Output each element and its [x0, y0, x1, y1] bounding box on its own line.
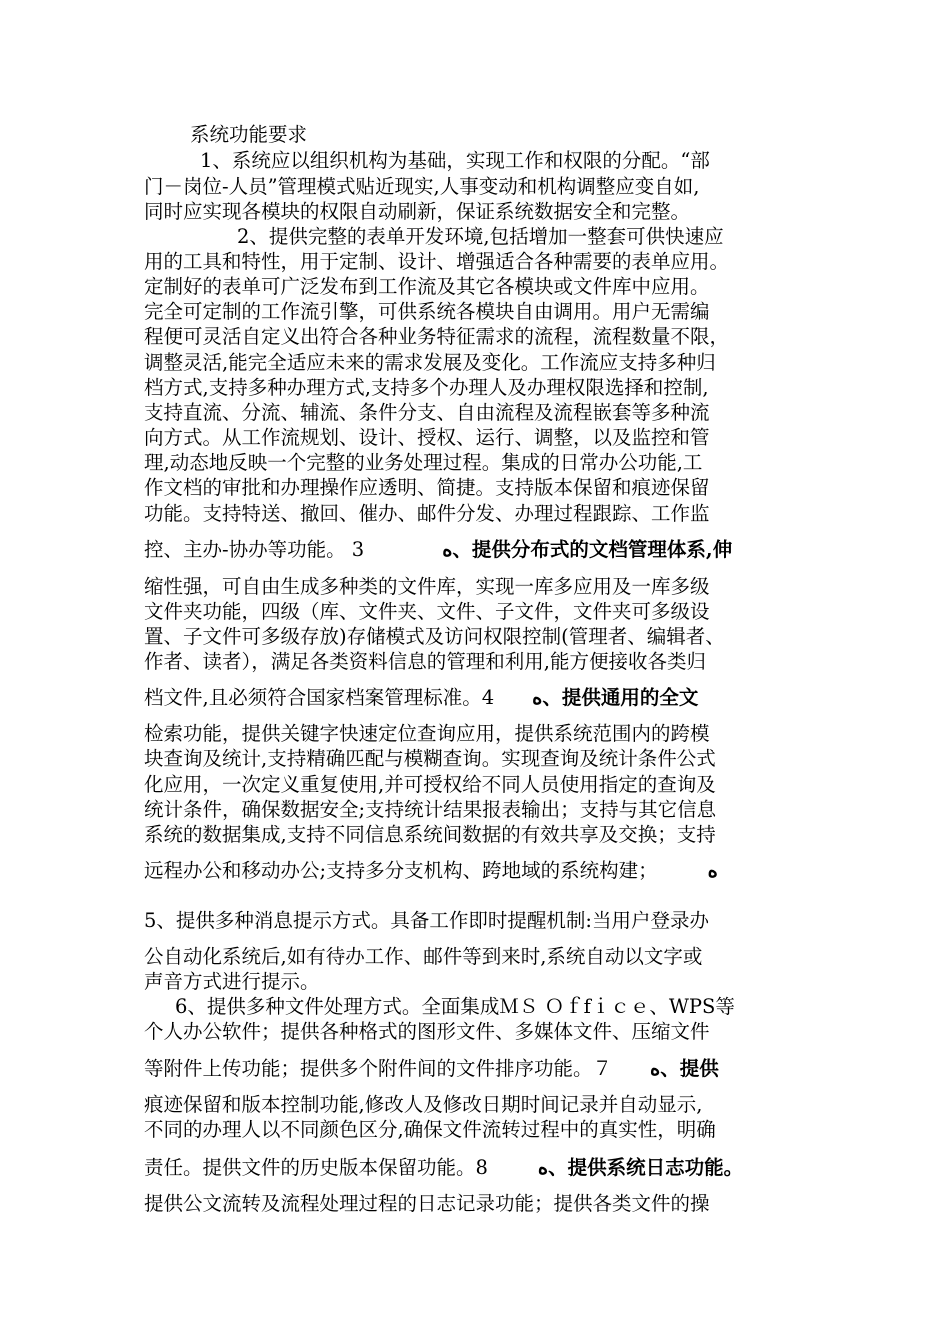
paragraph-line: 向方式。从工作流规划、设计、授权、运行、调整，以及监控和管 — [144, 426, 710, 449]
paragraph-line: 检索功能，提供关键字快速定位查询应用，提供系统范围内的跨模 — [144, 722, 710, 745]
paragraph-line: 系统的数据集成,支持不同信息系统间数据的有效共享及交换；支持 — [144, 823, 716, 846]
tab-glyph-text: ﻩ、提供通用的全文 — [532, 686, 699, 709]
paragraph-line: 痕迹保留和版本控制功能,修改人及修改日期时间记录并自动显示, — [144, 1093, 703, 1116]
paragraph-line: 文件夹功能，四级（库、文件夹、文件、子文件，文件夹可多级设 — [144, 600, 710, 623]
paragraph-line: 用的工具和特性，用于定制、设计、增强适合各种需要的表单应用。 — [144, 250, 730, 273]
line-text: 责任。提供文件的历史版本保留功能。8 — [144, 1156, 488, 1179]
line-text: 远程办公和移动办公;支持多分支机构、跨地域的系统构建； — [144, 859, 658, 882]
paragraph-line: 调整灵活,能完全适应未来的需求发展及变化。工作流应支持多种归 — [144, 351, 716, 374]
paragraph-line: 支持直流、分流、辅流、条件分支、自由流程及流程嵌套等多种流 — [144, 401, 710, 424]
line-text: 档文件,且必须符合国家档案管理标准。4 — [144, 686, 495, 709]
paragraph-line: 提供公文流转及流程处理过程的日志记录功能；提供各类文件的操 — [144, 1192, 710, 1215]
paragraph-line: 置、子文件可多级存放)存储模式及访问权限控制(管理者、编辑者、 — [144, 625, 725, 648]
paragraph-line: 作者、读者），满足各类资料信息的管理和利用,能方便接收各类归 — [144, 650, 706, 673]
paragraph-line: 5、提供多种消息提示方式。具备工作即时提醒机制:当用户登录办 — [144, 909, 709, 932]
paragraph-line: 功能。支持特送、撤回、催办、邮件分发、办理过程跟踪、工作监 — [144, 502, 710, 525]
paragraph-line: 缩性强，可自由生成多种类的文件库，实现一库多应用及一库多级 — [144, 575, 710, 598]
paragraph-line: 不同的办理人以不同颜色区分,确保文件流转过程中的真实性，明确 — [144, 1118, 716, 1141]
paragraph-line: 2、提供完整的表单开发环境,包括增加一整套可供快速应 — [237, 225, 724, 248]
paragraph-line — [144, 1155, 743, 1181]
paragraph-line — [144, 1056, 719, 1082]
paragraph-line: 档方式,支持多种办理方式,支持多个办理人及办理权限选择和控制, — [144, 376, 709, 399]
paragraph-line: 公自动化系统后,如有待办工作、邮件等到来时,系统自动以文字或 — [144, 945, 703, 968]
paragraph-line: 6、提供多种文件处理方式。全面集成ＭＳ Ｏｆfｉｃｅ、WPS等 — [175, 995, 735, 1018]
paragraph-line: 化应用，一次定义重复使用,并可授权给不同人员使用指定的查询及 — [144, 773, 716, 796]
paragraph-line — [144, 685, 698, 711]
paragraph-line: 作文档的审批和办理操作应透明、简捷。支持版本保留和痕迹保留 — [144, 476, 710, 499]
line-text: 控、主办-协办等功能。 3 — [144, 538, 365, 561]
tab-glyph-text: ﻩ、提供系统日志功能。 — [537, 1156, 744, 1179]
section-heading: 系统功能要求 — [190, 123, 308, 146]
paragraph-line: 统计条件，确保数据安全;支持统计结果报表输出；支持与其它信息 — [144, 798, 717, 821]
paragraph-line: 门－岗位-人员”管理模式贴近现实,人事变动和机构调整应变自如, — [144, 175, 700, 198]
paragraph-line: 程便可灵活自定义出符合各种业务特征需求的流程，流程数量不限， — [144, 325, 730, 348]
paragraph-line: 完全可定制的工作流引擎，可供系统各模块自由调用。用户无需编 — [144, 300, 710, 323]
paragraph-line: 块查询及统计,支持精确匹配与模糊查询。实现查询及统计条件公式 — [144, 747, 716, 770]
paragraph-line: 理,动态地反映一个完整的业务处理过程。集成的日常办公功能,工 — [144, 451, 703, 474]
paragraph-line: 定制好的表单可广泛发布到工作流及其它各模块或文件库中应用。 — [144, 275, 710, 298]
paragraph-line: 声音方式进行提示。 — [144, 970, 320, 993]
paragraph-line — [144, 858, 718, 884]
tab-glyph-text: ﻩ — [707, 859, 718, 882]
tab-glyph-text: ﻩ、提供分布式的文档管理体系,伸 — [442, 538, 733, 561]
paragraph-line: 个人办公软件；提供各种格式的图形文件、多媒体文件、压缩文件 — [144, 1020, 710, 1043]
paragraph-line: 同时应实现各模块的权限自动刷新，保证系统数据安全和完整。 — [144, 200, 691, 223]
paragraph-line — [144, 537, 732, 563]
tab-glyph-text: ﻩ、提供 — [650, 1057, 719, 1080]
line-text: 等附件上传功能；提供多个附件间的文件排序功能。７ — [144, 1057, 613, 1080]
paragraph-line: 1、系统应以组织机构为基础，实现工作和权限的分配。“部 — [200, 149, 710, 172]
